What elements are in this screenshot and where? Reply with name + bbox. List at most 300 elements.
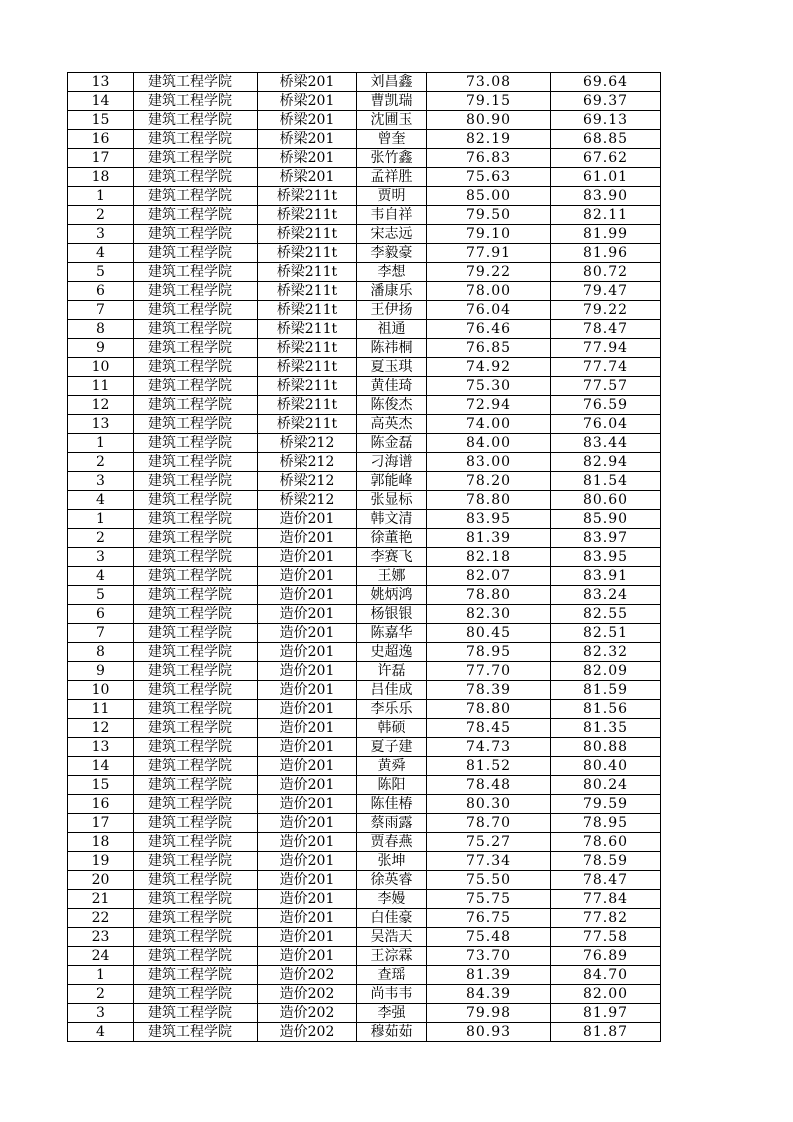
table-row [68, 738, 661, 757]
score1-cell: 80.30 [427, 795, 551, 814]
table-row [68, 605, 661, 624]
row-number-cell: 15 [68, 776, 134, 795]
row-number-cell: 13 [68, 415, 134, 434]
student-name-cell: 李赛飞 [357, 548, 427, 567]
score2-cell: 81.54 [551, 472, 661, 491]
table-row [68, 187, 661, 206]
score1-cell: 78.70 [427, 814, 551, 833]
class-cell: 造价201 [258, 567, 357, 586]
score1-cell: 84.39 [427, 985, 551, 1004]
college-cell: 建筑工程学院 [134, 928, 258, 947]
student-name-cell: 刁海谱 [357, 453, 427, 472]
student-name-cell: 潘康乐 [357, 282, 427, 301]
score1-cell: 77.34 [427, 852, 551, 871]
student-name-cell: 陈金磊 [357, 434, 427, 453]
table-row [68, 833, 661, 852]
row-number-cell: 2 [68, 985, 134, 1004]
college-cell: 建筑工程学院 [134, 377, 258, 396]
class-cell: 造价201 [258, 529, 357, 548]
row-number-cell: 8 [68, 320, 134, 339]
table-row [68, 985, 661, 1004]
student-name-cell: 尚韦韦 [357, 985, 427, 1004]
score1-cell: 82.07 [427, 567, 551, 586]
score1-cell: 73.08 [427, 73, 551, 92]
table-row [68, 92, 661, 111]
class-cell: 桥梁211t [258, 225, 357, 244]
student-name-cell: 贾春燕 [357, 833, 427, 852]
score1-cell: 83.95 [427, 510, 551, 529]
class-cell: 造价201 [258, 586, 357, 605]
score2-cell: 80.24 [551, 776, 661, 795]
score2-cell: 78.60 [551, 833, 661, 852]
row-number-cell: 9 [68, 339, 134, 358]
college-cell: 建筑工程学院 [134, 662, 258, 681]
college-cell: 建筑工程学院 [134, 719, 258, 738]
score1-cell: 78.39 [427, 681, 551, 700]
score1-cell: 81.52 [427, 757, 551, 776]
score2-cell: 82.00 [551, 985, 661, 1004]
student-name-cell: 沈圃玉 [357, 111, 427, 130]
class-cell: 造价202 [258, 966, 357, 985]
table-row [68, 757, 661, 776]
student-name-cell: 史超逸 [357, 643, 427, 662]
college-cell: 建筑工程学院 [134, 852, 258, 871]
row-number-cell: 22 [68, 909, 134, 928]
class-cell: 造价201 [258, 795, 357, 814]
row-number-cell: 20 [68, 871, 134, 890]
score1-cell: 80.93 [427, 1023, 551, 1042]
class-cell: 造价201 [258, 909, 357, 928]
class-cell: 造价201 [258, 928, 357, 947]
score2-cell: 83.44 [551, 434, 661, 453]
table-row [68, 510, 661, 529]
student-name-cell: 姚炳鸿 [357, 586, 427, 605]
row-number-cell: 10 [68, 681, 134, 700]
row-number-cell: 6 [68, 282, 134, 301]
student-name-cell: 韩硕 [357, 719, 427, 738]
score-table [67, 72, 661, 1042]
student-name-cell: 许磊 [357, 662, 427, 681]
score1-cell: 79.10 [427, 225, 551, 244]
table-row [68, 339, 661, 358]
table-row [68, 206, 661, 225]
row-number-cell: 2 [68, 206, 134, 225]
row-number-cell: 13 [68, 73, 134, 92]
row-number-cell: 18 [68, 168, 134, 187]
class-cell: 桥梁201 [258, 168, 357, 187]
row-number-cell: 1 [68, 966, 134, 985]
college-cell: 建筑工程学院 [134, 111, 258, 130]
student-name-cell: 陈祎桐 [357, 339, 427, 358]
score1-cell: 76.85 [427, 339, 551, 358]
class-cell: 桥梁211t [258, 282, 357, 301]
class-cell: 桥梁211t [258, 358, 357, 377]
row-number-cell: 10 [68, 358, 134, 377]
student-name-cell: 黄佳琦 [357, 377, 427, 396]
student-name-cell: 陈佳椿 [357, 795, 427, 814]
student-name-cell: 徐董艳 [357, 529, 427, 548]
score2-cell: 82.32 [551, 643, 661, 662]
table-row [68, 396, 661, 415]
row-number-cell: 1 [68, 187, 134, 206]
table-row [68, 681, 661, 700]
score1-cell: 83.00 [427, 453, 551, 472]
score2-cell: 82.55 [551, 605, 661, 624]
table-row [68, 168, 661, 187]
class-cell: 桥梁201 [258, 149, 357, 168]
student-name-cell: 孟祥胜 [357, 168, 427, 187]
score1-cell: 73.70 [427, 947, 551, 966]
table-row [68, 491, 661, 510]
class-cell: 桥梁201 [258, 92, 357, 111]
class-cell: 桥梁211t [258, 339, 357, 358]
class-cell: 桥梁212 [258, 453, 357, 472]
table-row [68, 947, 661, 966]
student-name-cell: 曾奎 [357, 130, 427, 149]
student-name-cell: 徐英睿 [357, 871, 427, 890]
student-name-cell: 李强 [357, 1004, 427, 1023]
college-cell: 建筑工程学院 [134, 833, 258, 852]
row-number-cell: 5 [68, 263, 134, 282]
score1-cell: 76.75 [427, 909, 551, 928]
row-number-cell: 13 [68, 738, 134, 757]
college-cell: 建筑工程学院 [134, 187, 258, 206]
college-cell: 建筑工程学院 [134, 871, 258, 890]
student-name-cell: 白佳豪 [357, 909, 427, 928]
student-name-cell: 李毅豪 [357, 244, 427, 263]
score1-cell: 76.83 [427, 149, 551, 168]
score2-cell: 77.57 [551, 377, 661, 396]
row-number-cell: 3 [68, 472, 134, 491]
score2-cell: 68.85 [551, 130, 661, 149]
student-name-cell: 吴浩天 [357, 928, 427, 947]
class-cell: 造价201 [258, 681, 357, 700]
score1-cell: 78.48 [427, 776, 551, 795]
student-name-cell: 王娜 [357, 567, 427, 586]
table-row [68, 852, 661, 871]
row-number-cell: 3 [68, 548, 134, 567]
table-row [68, 1004, 661, 1023]
table-row [68, 643, 661, 662]
table-row [68, 624, 661, 643]
college-cell: 建筑工程学院 [134, 776, 258, 795]
score1-cell: 78.00 [427, 282, 551, 301]
score2-cell: 80.72 [551, 263, 661, 282]
score1-cell: 74.92 [427, 358, 551, 377]
class-cell: 造价201 [258, 700, 357, 719]
score2-cell: 77.94 [551, 339, 661, 358]
score2-cell: 84.70 [551, 966, 661, 985]
row-number-cell: 1 [68, 434, 134, 453]
college-cell: 建筑工程学院 [134, 453, 258, 472]
row-number-cell: 14 [68, 92, 134, 111]
score2-cell: 82.51 [551, 624, 661, 643]
score2-cell: 78.95 [551, 814, 661, 833]
class-cell: 桥梁211t [258, 244, 357, 263]
score2-cell: 77.58 [551, 928, 661, 947]
score1-cell: 76.04 [427, 301, 551, 320]
college-cell: 建筑工程学院 [134, 529, 258, 548]
score2-cell: 81.56 [551, 700, 661, 719]
score2-cell: 80.40 [551, 757, 661, 776]
college-cell: 建筑工程学院 [134, 339, 258, 358]
score2-cell: 76.04 [551, 415, 661, 434]
score1-cell: 81.39 [427, 529, 551, 548]
student-name-cell: 查瑶 [357, 966, 427, 985]
score1-cell: 75.50 [427, 871, 551, 890]
student-name-cell: 吕佳成 [357, 681, 427, 700]
row-number-cell: 7 [68, 624, 134, 643]
row-number-cell: 7 [68, 301, 134, 320]
score2-cell: 81.35 [551, 719, 661, 738]
class-cell: 桥梁212 [258, 472, 357, 491]
score2-cell: 80.60 [551, 491, 661, 510]
class-cell: 桥梁211t [258, 263, 357, 282]
college-cell: 建筑工程学院 [134, 643, 258, 662]
college-cell: 建筑工程学院 [134, 681, 258, 700]
row-number-cell: 17 [68, 814, 134, 833]
college-cell: 建筑工程学院 [134, 168, 258, 187]
class-cell: 桥梁201 [258, 73, 357, 92]
college-cell: 建筑工程学院 [134, 586, 258, 605]
college-cell: 建筑工程学院 [134, 567, 258, 586]
college-cell: 建筑工程学院 [134, 890, 258, 909]
class-cell: 造价201 [258, 757, 357, 776]
score2-cell: 77.84 [551, 890, 661, 909]
score2-cell: 69.13 [551, 111, 661, 130]
score2-cell: 83.91 [551, 567, 661, 586]
score2-cell: 69.37 [551, 92, 661, 111]
class-cell: 桥梁211t [258, 187, 357, 206]
score2-cell: 82.11 [551, 206, 661, 225]
student-name-cell: 李想 [357, 263, 427, 282]
score2-cell: 82.09 [551, 662, 661, 681]
score1-cell: 75.30 [427, 377, 551, 396]
college-cell: 建筑工程学院 [134, 1023, 258, 1042]
class-cell: 造价201 [258, 890, 357, 909]
score1-cell: 82.18 [427, 548, 551, 567]
score2-cell: 76.59 [551, 396, 661, 415]
table-row [68, 263, 661, 282]
row-number-cell: 18 [68, 833, 134, 852]
student-name-cell: 夏玉琪 [357, 358, 427, 377]
table-row [68, 225, 661, 244]
college-cell: 建筑工程学院 [134, 966, 258, 985]
college-cell: 建筑工程学院 [134, 814, 258, 833]
college-cell: 建筑工程学院 [134, 73, 258, 92]
row-number-cell: 11 [68, 700, 134, 719]
class-cell: 造价202 [258, 1023, 357, 1042]
class-cell: 造价202 [258, 1004, 357, 1023]
student-name-cell: 贾明 [357, 187, 427, 206]
score1-cell: 85.00 [427, 187, 551, 206]
class-cell: 造价202 [258, 985, 357, 1004]
score1-cell: 75.75 [427, 890, 551, 909]
score1-cell: 74.00 [427, 415, 551, 434]
row-number-cell: 14 [68, 757, 134, 776]
college-cell: 建筑工程学院 [134, 700, 258, 719]
college-cell: 建筑工程学院 [134, 1004, 258, 1023]
score2-cell: 79.47 [551, 282, 661, 301]
class-cell: 造价201 [258, 947, 357, 966]
class-cell: 造价201 [258, 738, 357, 757]
college-cell: 建筑工程学院 [134, 396, 258, 415]
class-cell: 桥梁211t [258, 301, 357, 320]
score2-cell: 83.95 [551, 548, 661, 567]
score2-cell: 82.94 [551, 453, 661, 472]
college-cell: 建筑工程学院 [134, 472, 258, 491]
table-row [68, 415, 661, 434]
college-cell: 建筑工程学院 [134, 206, 258, 225]
class-cell: 造价201 [258, 624, 357, 643]
table-row [68, 966, 661, 985]
row-number-cell: 19 [68, 852, 134, 871]
college-cell: 建筑工程学院 [134, 624, 258, 643]
table-row [68, 244, 661, 263]
class-cell: 桥梁201 [258, 111, 357, 130]
score1-cell: 78.95 [427, 643, 551, 662]
college-cell: 建筑工程学院 [134, 244, 258, 263]
table-row [68, 814, 661, 833]
score1-cell: 78.80 [427, 491, 551, 510]
student-name-cell: 夏子建 [357, 738, 427, 757]
student-name-cell: 张显标 [357, 491, 427, 510]
score1-cell: 78.45 [427, 719, 551, 738]
college-cell: 建筑工程学院 [134, 130, 258, 149]
row-number-cell: 12 [68, 719, 134, 738]
student-name-cell: 李嫚 [357, 890, 427, 909]
class-cell: 造价201 [258, 776, 357, 795]
table-row [68, 130, 661, 149]
row-number-cell: 16 [68, 130, 134, 149]
score-table-body [68, 73, 661, 1042]
college-cell: 建筑工程学院 [134, 301, 258, 320]
class-cell: 造价201 [258, 719, 357, 738]
score2-cell: 61.01 [551, 168, 661, 187]
class-cell: 造价201 [258, 605, 357, 624]
table-row [68, 776, 661, 795]
row-number-cell: 12 [68, 396, 134, 415]
college-cell: 建筑工程学院 [134, 605, 258, 624]
student-name-cell: 高英杰 [357, 415, 427, 434]
score2-cell: 78.47 [551, 320, 661, 339]
class-cell: 造价201 [258, 510, 357, 529]
table-row [68, 434, 661, 453]
class-cell: 造价201 [258, 833, 357, 852]
class-cell: 桥梁211t [258, 320, 357, 339]
row-number-cell: 21 [68, 890, 134, 909]
table-row [68, 282, 661, 301]
row-number-cell: 6 [68, 605, 134, 624]
score2-cell: 81.99 [551, 225, 661, 244]
row-number-cell: 23 [68, 928, 134, 947]
student-name-cell: 穆茹茹 [357, 1023, 427, 1042]
college-cell: 建筑工程学院 [134, 415, 258, 434]
table-row [68, 909, 661, 928]
score2-cell: 80.88 [551, 738, 661, 757]
student-name-cell: 王伊扬 [357, 301, 427, 320]
score1-cell: 81.39 [427, 966, 551, 985]
score2-cell: 79.59 [551, 795, 661, 814]
college-cell: 建筑工程学院 [134, 263, 258, 282]
student-name-cell: 王淙霖 [357, 947, 427, 966]
score1-cell: 78.80 [427, 586, 551, 605]
table-row [68, 890, 661, 909]
row-number-cell: 11 [68, 377, 134, 396]
score1-cell: 79.50 [427, 206, 551, 225]
table-row [68, 453, 661, 472]
table-row [68, 1023, 661, 1042]
row-number-cell: 4 [68, 244, 134, 263]
student-name-cell: 张坤 [357, 852, 427, 871]
score2-cell: 76.89 [551, 947, 661, 966]
score1-cell: 79.98 [427, 1004, 551, 1023]
row-number-cell: 9 [68, 662, 134, 681]
score1-cell: 77.91 [427, 244, 551, 263]
score1-cell: 75.27 [427, 833, 551, 852]
score2-cell: 79.22 [551, 301, 661, 320]
class-cell: 桥梁211t [258, 377, 357, 396]
score1-cell: 78.20 [427, 472, 551, 491]
score2-cell: 83.90 [551, 187, 661, 206]
college-cell: 建筑工程学院 [134, 434, 258, 453]
score1-cell: 82.19 [427, 130, 551, 149]
table-row [68, 111, 661, 130]
score2-cell: 85.90 [551, 510, 661, 529]
student-name-cell: 陈嘉华 [357, 624, 427, 643]
student-name-cell: 陈俊杰 [357, 396, 427, 415]
student-name-cell: 李乐乐 [357, 700, 427, 719]
student-name-cell: 郭能峰 [357, 472, 427, 491]
college-cell: 建筑工程学院 [134, 510, 258, 529]
row-number-cell: 4 [68, 491, 134, 510]
score1-cell: 79.15 [427, 92, 551, 111]
table-row [68, 472, 661, 491]
table-row [68, 719, 661, 738]
score2-cell: 78.47 [551, 871, 661, 890]
row-number-cell: 3 [68, 1004, 134, 1023]
row-number-cell: 16 [68, 795, 134, 814]
college-cell: 建筑工程学院 [134, 909, 258, 928]
class-cell: 造价201 [258, 643, 357, 662]
class-cell: 造价201 [258, 852, 357, 871]
table-row [68, 301, 661, 320]
class-cell: 桥梁211t [258, 206, 357, 225]
table-row [68, 529, 661, 548]
student-name-cell: 曹凯瑞 [357, 92, 427, 111]
table-row [68, 700, 661, 719]
student-name-cell: 杨银银 [357, 605, 427, 624]
row-number-cell: 5 [68, 586, 134, 605]
score2-cell: 78.59 [551, 852, 661, 871]
score1-cell: 75.48 [427, 928, 551, 947]
student-name-cell: 张竹鑫 [357, 149, 427, 168]
student-name-cell: 陈阳 [357, 776, 427, 795]
college-cell: 建筑工程学院 [134, 947, 258, 966]
score1-cell: 84.00 [427, 434, 551, 453]
table-row [68, 662, 661, 681]
student-name-cell: 刘昌鑫 [357, 73, 427, 92]
table-row [68, 928, 661, 947]
score2-cell: 83.97 [551, 529, 661, 548]
row-number-cell: 2 [68, 453, 134, 472]
row-number-cell: 17 [68, 149, 134, 168]
class-cell: 造价201 [258, 662, 357, 681]
college-cell: 建筑工程学院 [134, 985, 258, 1004]
row-number-cell: 4 [68, 567, 134, 586]
class-cell: 桥梁211t [258, 415, 357, 434]
score2-cell: 83.24 [551, 586, 661, 605]
